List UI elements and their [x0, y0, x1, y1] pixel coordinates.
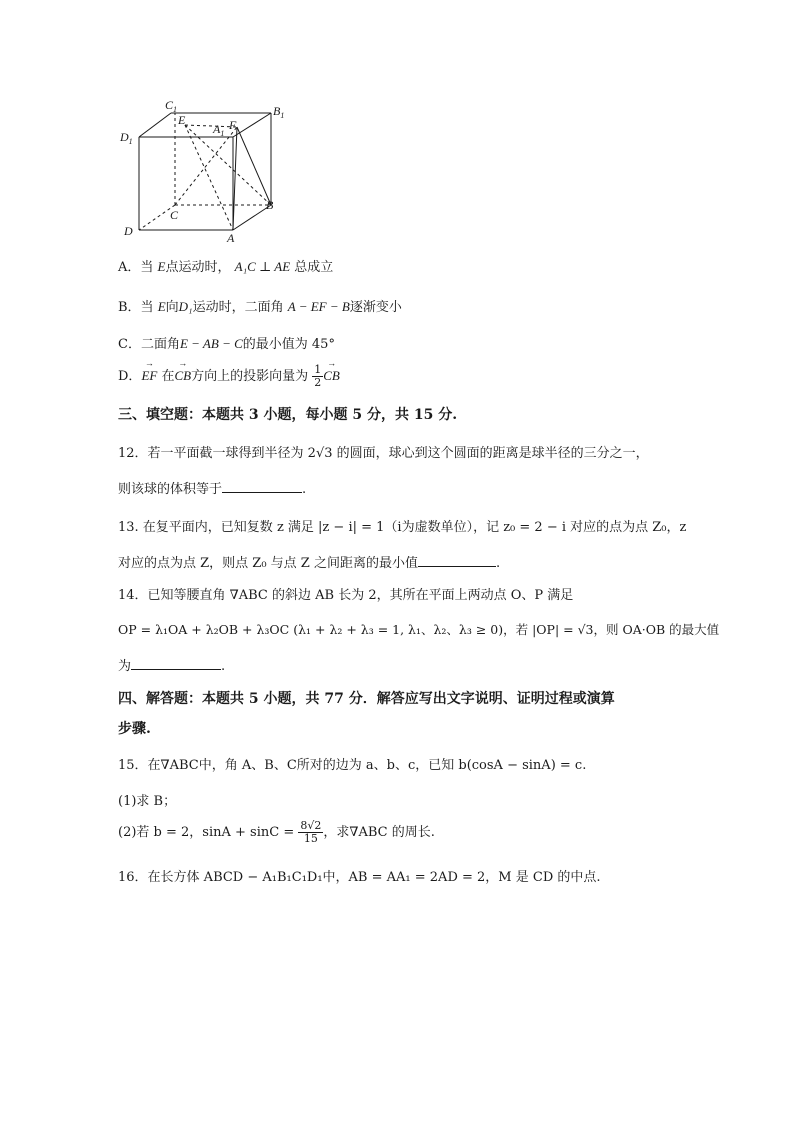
cube-diagram	[115, 95, 290, 245]
label-d: D	[124, 224, 133, 238]
question-14-line3: 为 .	[118, 659, 226, 674]
question-14-line2: OP = λ₁OA + λ₂OB + λ₃OC (λ₁ + λ₂ + λ₃ = 1, λ₁、λ₂、λ₃ ≥ 0)，若 |OP| = √3，则 OA·OB 的最大值	[118, 622, 720, 637]
question-14-line1: 14．已知等腰直角 ∇ABC 的斜边 AB 长为 2，其所在平面上两动点 O、P 满足	[118, 588, 574, 603]
answer-blank[interactable]	[418, 554, 496, 567]
answer-blank[interactable]	[131, 657, 221, 670]
label-b: B	[266, 198, 274, 212]
option-b: B．当 E向D₁运动时，二面角 A − EF − B逐渐变小	[118, 299, 402, 315]
label-a1: $A_1$	[213, 122, 225, 138]
option-c: C．二面角E − AB − C的最小值为 45°	[118, 336, 335, 352]
question-12-line2: 则该球的体积等于 .	[118, 482, 307, 497]
fraction-8root2-over-15: $\frac{8√2}{15}$	[300, 819, 322, 845]
fraction-half: $\frac{1}{2}$	[314, 363, 322, 389]
question-15-part2: (2)若 b = 2，sinA + sinC = $\frac{8√2}{15}$ ，求∇ABC 的周长.	[118, 819, 435, 845]
label-c1: $C_1$	[165, 98, 178, 114]
label-b1: $B_1$	[273, 104, 285, 120]
section-4-heading-line1: 四、解答题：本题共 5 小题，共 77 分．解答应写出文字说明、证明过程或演算	[118, 691, 615, 707]
label-a: A	[227, 231, 235, 245]
option-a: A．当 E点运动时， A₁C ⊥ AE 总成立	[118, 259, 334, 275]
section-4-heading-line2: 步骤.	[118, 721, 151, 737]
question-15-line1: 15．在∇ABC中，角 A、B、C所对的边为 a、b、c，已知 b(cosA − sinA) = c.	[118, 758, 587, 773]
question-12-line1: 12．若一平面截一球得到半径为 2√3 的圆面，球心到这个圆面的距离是球半径的三分之一，	[118, 446, 649, 461]
question-13-line1: 13. 在复平面内，已知复数 z 满足 |z − i| = 1（i为虚数单位），记 z₀ = 2 − i 对应的点为点 Z₀，z	[118, 520, 687, 535]
section-3-heading: 三、填空题：本题共 3 小题，每小题 5 分，共 15 分.	[118, 407, 458, 423]
label-f: F	[229, 118, 237, 132]
cube-figure	[115, 95, 290, 245]
label-c: C	[170, 208, 179, 222]
question-15-part1: (1)求 B；	[118, 794, 177, 809]
question-13-line2: 对应的点为点 Z，则点 Z₀ 与点 Z 之间距离的最小值 .	[118, 556, 501, 571]
option-d: D．→ EF 在→ CB方向上的投影向量为 $\frac{1}{2}$ → CB	[118, 364, 340, 389]
label-e: E	[178, 113, 186, 127]
label-d1: $D_1$	[120, 130, 133, 146]
answer-blank[interactable]	[222, 480, 302, 493]
question-16-line1: 16．在长方体 ABCD − A₁B₁C₁D₁中，AB = AA₁ = 2AD = 2，M 是 CD 的中点.	[118, 870, 601, 885]
